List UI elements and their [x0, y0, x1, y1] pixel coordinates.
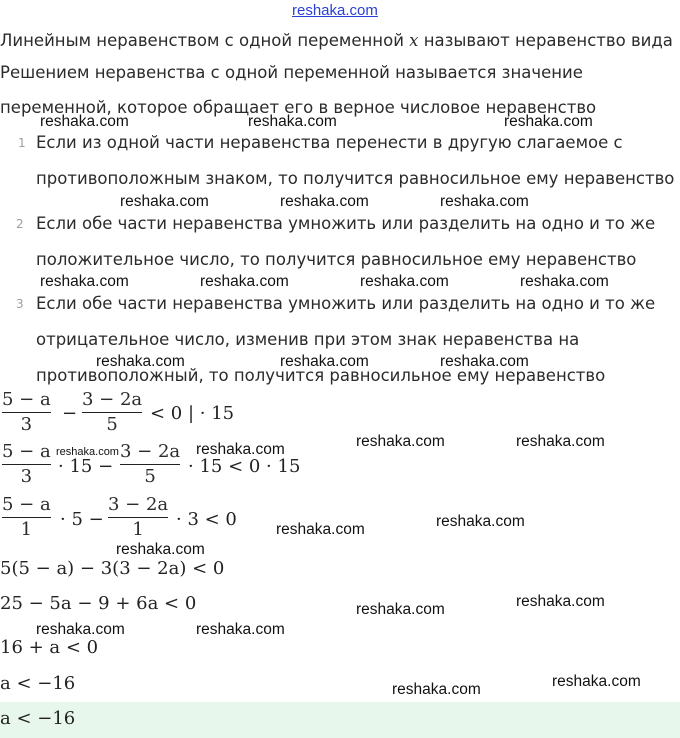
watermark: reshaka.com: [280, 193, 369, 210]
fraction: [2, 494, 51, 541]
step-6: 16 + a < 0: [0, 637, 99, 658]
denominator: 3: [20, 466, 33, 487]
watermark: reshaka.com: [196, 441, 285, 458]
watermark: reshaka.com: [116, 541, 205, 558]
watermark: reshaka.com: [552, 673, 641, 690]
denominator: 5: [144, 466, 156, 487]
definition-text-end: называют неравенство вида: [423, 31, 673, 50]
numerator: 5 − a: [2, 441, 51, 462]
fraction: [120, 441, 180, 488]
rule-2-line2: положительное число, то получится равносильное ему неравенство: [36, 250, 637, 269]
rule-number: 2: [16, 217, 24, 231]
numerator: 3 − 2a: [108, 494, 169, 515]
watermark: reshaka.com: [356, 433, 445, 450]
watermark: reshaka.com: [276, 521, 365, 538]
watermark: reshaka.com: [36, 621, 125, 638]
watermark: reshaka.com: [436, 513, 525, 530]
watermark: reshaka.com: [40, 113, 129, 130]
step-2-mid: · 15 −: [58, 456, 114, 477]
step-3-mid: · 5 −: [60, 509, 104, 530]
operator: −: [62, 403, 78, 424]
step-7: a < −16: [0, 673, 76, 694]
numerator: 3 − 2a: [120, 441, 181, 462]
watermark: reshaka.com: [440, 353, 529, 370]
definition-solution-line2: переменной, которое обращает его в верное числовое неравенство: [0, 98, 597, 117]
fraction: [108, 494, 168, 541]
numerator: 5 − a: [2, 494, 51, 515]
definition-solution-line1: Решением неравенства с одной переменной называется значение: [0, 63, 583, 82]
step-4: 5(5 − a) − 3(3 − 2a) < 0: [0, 558, 225, 579]
rule-2-line1: Если обе части неравенства умножить или разделить на одно и то же: [36, 214, 656, 233]
step-2-tail: · 15 < 0 · 15: [188, 456, 301, 477]
watermark: reshaka.com: [516, 433, 605, 450]
rule-1-line2: противоположным знаком, то получится равносильное ему неравенство: [36, 169, 675, 188]
watermark: reshaka.com: [516, 593, 605, 610]
rule-number: 3: [16, 297, 24, 311]
definition-text: Линейным неравенством с одной переменной: [0, 31, 404, 50]
denominator: 3: [20, 414, 33, 435]
step-5: 25 − 5a − 9 + 6a < 0: [0, 593, 197, 614]
watermark: reshaka.com: [56, 446, 119, 458]
answer-highlight: [0, 702, 680, 738]
watermark: reshaka.com: [280, 353, 369, 370]
rule-1-line1: Если из одной части неравенства перенести в другую слагаемое с: [36, 133, 623, 152]
watermark: reshaka.com: [196, 621, 285, 638]
watermark: reshaka.com: [96, 353, 185, 370]
rule-3-line2: отрицательное число, изменив при этом знак неравенства на: [36, 330, 580, 349]
watermark: reshaka.com: [504, 113, 593, 130]
numerator: 3 − 2a: [82, 389, 143, 410]
denominator: 1: [20, 519, 33, 540]
denominator: 1: [132, 519, 144, 540]
fraction: [82, 389, 142, 436]
step-3-tail: · 3 < 0: [176, 509, 237, 530]
watermark: reshaka.com: [40, 273, 129, 290]
watermark: reshaka.com: [520, 273, 609, 290]
final-answer: a < −16: [0, 708, 76, 729]
variable-x: x: [409, 31, 419, 50]
rule-3-line3: противоположный, то получится равносильное ему неравенство: [36, 366, 606, 385]
step-1-tail: < 0 | · 15: [150, 403, 235, 424]
definition-linear-inequality: [0, 31, 673, 50]
watermark: reshaka.com: [360, 273, 449, 290]
rule-number: 1: [18, 136, 26, 150]
watermark: reshaka.com: [356, 601, 445, 618]
watermark: reshaka.com: [200, 273, 289, 290]
watermark: reshaka.com: [120, 193, 209, 210]
fraction: [2, 389, 51, 436]
fraction: [2, 441, 51, 488]
rule-3-line1: Если обе части неравенства умножить или разделить на одно и то же: [36, 294, 656, 313]
numerator: 5 − a: [2, 389, 51, 410]
watermark: reshaka.com: [248, 113, 337, 130]
site-header-link[interactable]: reshaka.com: [292, 2, 378, 19]
watermark: reshaka.com: [440, 193, 529, 210]
denominator: 5: [106, 414, 118, 435]
watermark: reshaka.com: [392, 681, 481, 698]
